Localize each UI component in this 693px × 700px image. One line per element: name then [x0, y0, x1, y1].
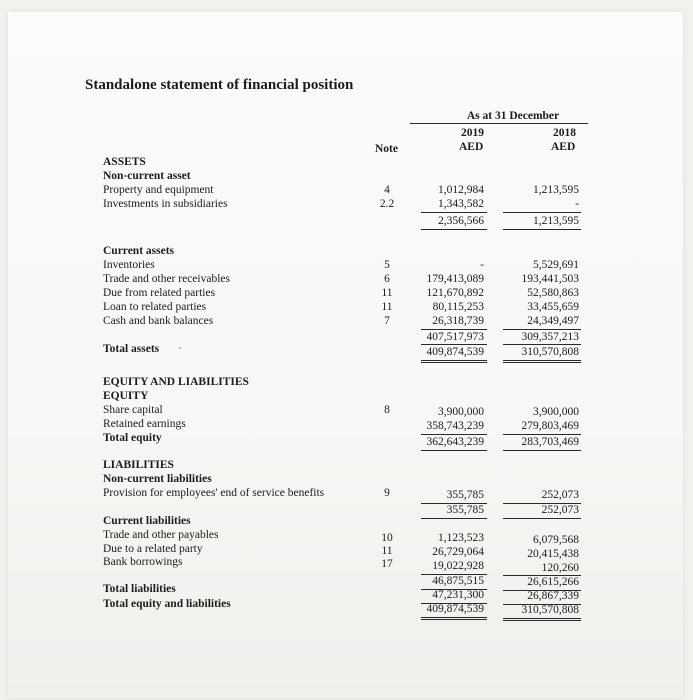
rule [503, 362, 581, 363]
rule [503, 329, 581, 330]
equity-heading: EQUITY [103, 390, 149, 402]
year-2019-header: 2019 [461, 127, 484, 139]
value-2019: - [480, 259, 484, 271]
row-label: Inventories [103, 259, 155, 271]
rule [421, 329, 487, 330]
rule [421, 229, 487, 230]
value-2019: 80,115,253 [432, 301, 484, 313]
row-note: 8 [384, 404, 390, 416]
row-note: 11 [381, 287, 393, 299]
current-assets-heading: Current assets [103, 245, 175, 257]
value-2018: 193,441,503 [521, 273, 579, 285]
total-assets-label: Total assets [103, 343, 160, 355]
rule [421, 450, 487, 451]
rule [503, 434, 581, 435]
total-liabilities-2018: 26,867,339 [527, 590, 579, 602]
row-note: 11 [381, 301, 393, 313]
value-2018: 52,580,863 [527, 287, 579, 299]
value-2018: 252,073 [541, 489, 579, 501]
row-note: 9 [384, 487, 390, 499]
current-assets-total-2018: 309,357,213 [521, 331, 579, 343]
value-2018: 6,079,568 [533, 534, 579, 546]
assets-heading: ASSETS [103, 156, 146, 168]
rule [421, 619, 487, 620]
rule [421, 344, 487, 345]
currency-2018-header: AED [551, 141, 576, 153]
value-2019: 3,900,000 [438, 406, 484, 418]
row-note: 10 [381, 532, 393, 544]
value-2019: 1,123,523 [438, 532, 484, 544]
total-equity-2018: 283,703,469 [521, 436, 579, 448]
rule [503, 344, 581, 345]
row-label: Share capital [103, 404, 163, 416]
rule [421, 360, 487, 361]
total-equity-2019: 362,643,239 [426, 436, 484, 448]
row-note: 6 [384, 273, 390, 285]
noncurrent-liabilities-total-2019: 355,785 [446, 504, 484, 516]
row-label: Property and equipment [103, 184, 214, 196]
total-assets-2018: 310,570,808 [521, 346, 579, 358]
value-2019: 358,743,239 [426, 420, 484, 432]
value-2019: 355,785 [446, 489, 484, 501]
noncurrent-assets-total-2018: 1,213,595 [533, 215, 579, 227]
value-2018: 279,803,469 [521, 420, 579, 432]
row-label: Retained earnings [103, 418, 186, 430]
value-2018: 120,260 [541, 562, 579, 574]
total-equity-liabilities-2018: 310,570,808 [521, 604, 579, 616]
row-label: Due from related parties [103, 287, 216, 299]
rule [503, 229, 581, 230]
value-2018: 24,349,497 [527, 315, 579, 327]
value-2019: 121,670,892 [426, 287, 484, 299]
rule [503, 450, 581, 451]
value-2018: 5,529,691 [533, 259, 579, 271]
rule [421, 518, 487, 519]
rule [421, 212, 487, 213]
value-2018: 3,900,000 [533, 406, 579, 418]
row-label: Provision for employees' end of service benefits [103, 487, 325, 499]
row-label: Loan to related parties [103, 301, 207, 313]
rule [503, 518, 581, 519]
total-equity-liabilities-label: Total equity and liabilities [103, 598, 231, 610]
value-2019: 1,343,582 [438, 198, 484, 210]
note-column-header: Note [375, 143, 398, 155]
value-2018: - [575, 198, 579, 210]
row-label: Trade and other payables [103, 529, 219, 541]
rule [421, 362, 487, 363]
currency-2019-header: AED [459, 141, 484, 153]
value-2019: 26,318,739 [432, 315, 484, 327]
row-note: 2.2 [379, 198, 395, 210]
noncurrent-liabilities-total-2018: 252,073 [541, 504, 579, 516]
noncurrent-assets-heading: Non-current asset [103, 170, 191, 182]
row-label: Bank borrowings [103, 556, 183, 568]
row-note: 4 [384, 184, 390, 196]
total-liabilities-label: Total liabilities [103, 583, 176, 595]
total-equity-liabilities-2019: 409,874,539 [426, 603, 484, 615]
row-label: Cash and bank balances [103, 315, 214, 327]
row-label: Investments in subsidiaries [103, 198, 228, 210]
rule [503, 360, 581, 361]
rule [421, 434, 487, 435]
value-2019: 19,022,928 [432, 560, 484, 572]
total-equity-label: Total equity [103, 432, 162, 444]
stray-mark: - [178, 342, 182, 354]
year-2018-header: 2018 [553, 127, 576, 139]
header-underline [410, 123, 588, 124]
noncurrent-assets-total-2019: 2,356,566 [438, 215, 484, 227]
page-title: Standalone statement of financial position [85, 77, 354, 93]
total-assets-2019: 409,874,539 [426, 346, 484, 358]
period-header: As at 31 December [466, 110, 560, 122]
value-2019: 179,413,089 [426, 273, 484, 285]
current-liabilities-heading: Current liabilities [103, 515, 191, 527]
value-2018: 20,415,438 [527, 548, 579, 560]
rule [503, 618, 581, 619]
row-note: 7 [384, 315, 390, 327]
value-2018: 33,455,659 [527, 301, 579, 313]
row-label: Due to a related party [103, 543, 203, 555]
current-liabilities-total-2019: 46,875,515 [432, 575, 484, 587]
row-label: Trade and other receivables [103, 273, 230, 285]
value-2019: 1,012,984 [438, 184, 484, 196]
rule [503, 620, 581, 621]
equity-liabilities-heading: EQUITY AND LIABILITIES [103, 376, 249, 388]
noncurrent-liabilities-heading: Non-current liabilities [103, 473, 212, 485]
row-note: 17 [381, 558, 393, 570]
rule [503, 212, 581, 213]
liabilities-heading: LIABILITIES [103, 459, 174, 471]
total-liabilities-2019: 47,231,300 [432, 589, 484, 601]
row-note: 11 [381, 545, 393, 557]
value-2019: 26,729,064 [432, 546, 484, 558]
current-assets-total-2019: 407,517,973 [426, 331, 484, 343]
current-liabilities-total-2018: 26,615,266 [527, 576, 579, 588]
rule [421, 617, 487, 618]
value-2018: 1,213,595 [533, 184, 579, 196]
row-note: 5 [384, 259, 390, 271]
